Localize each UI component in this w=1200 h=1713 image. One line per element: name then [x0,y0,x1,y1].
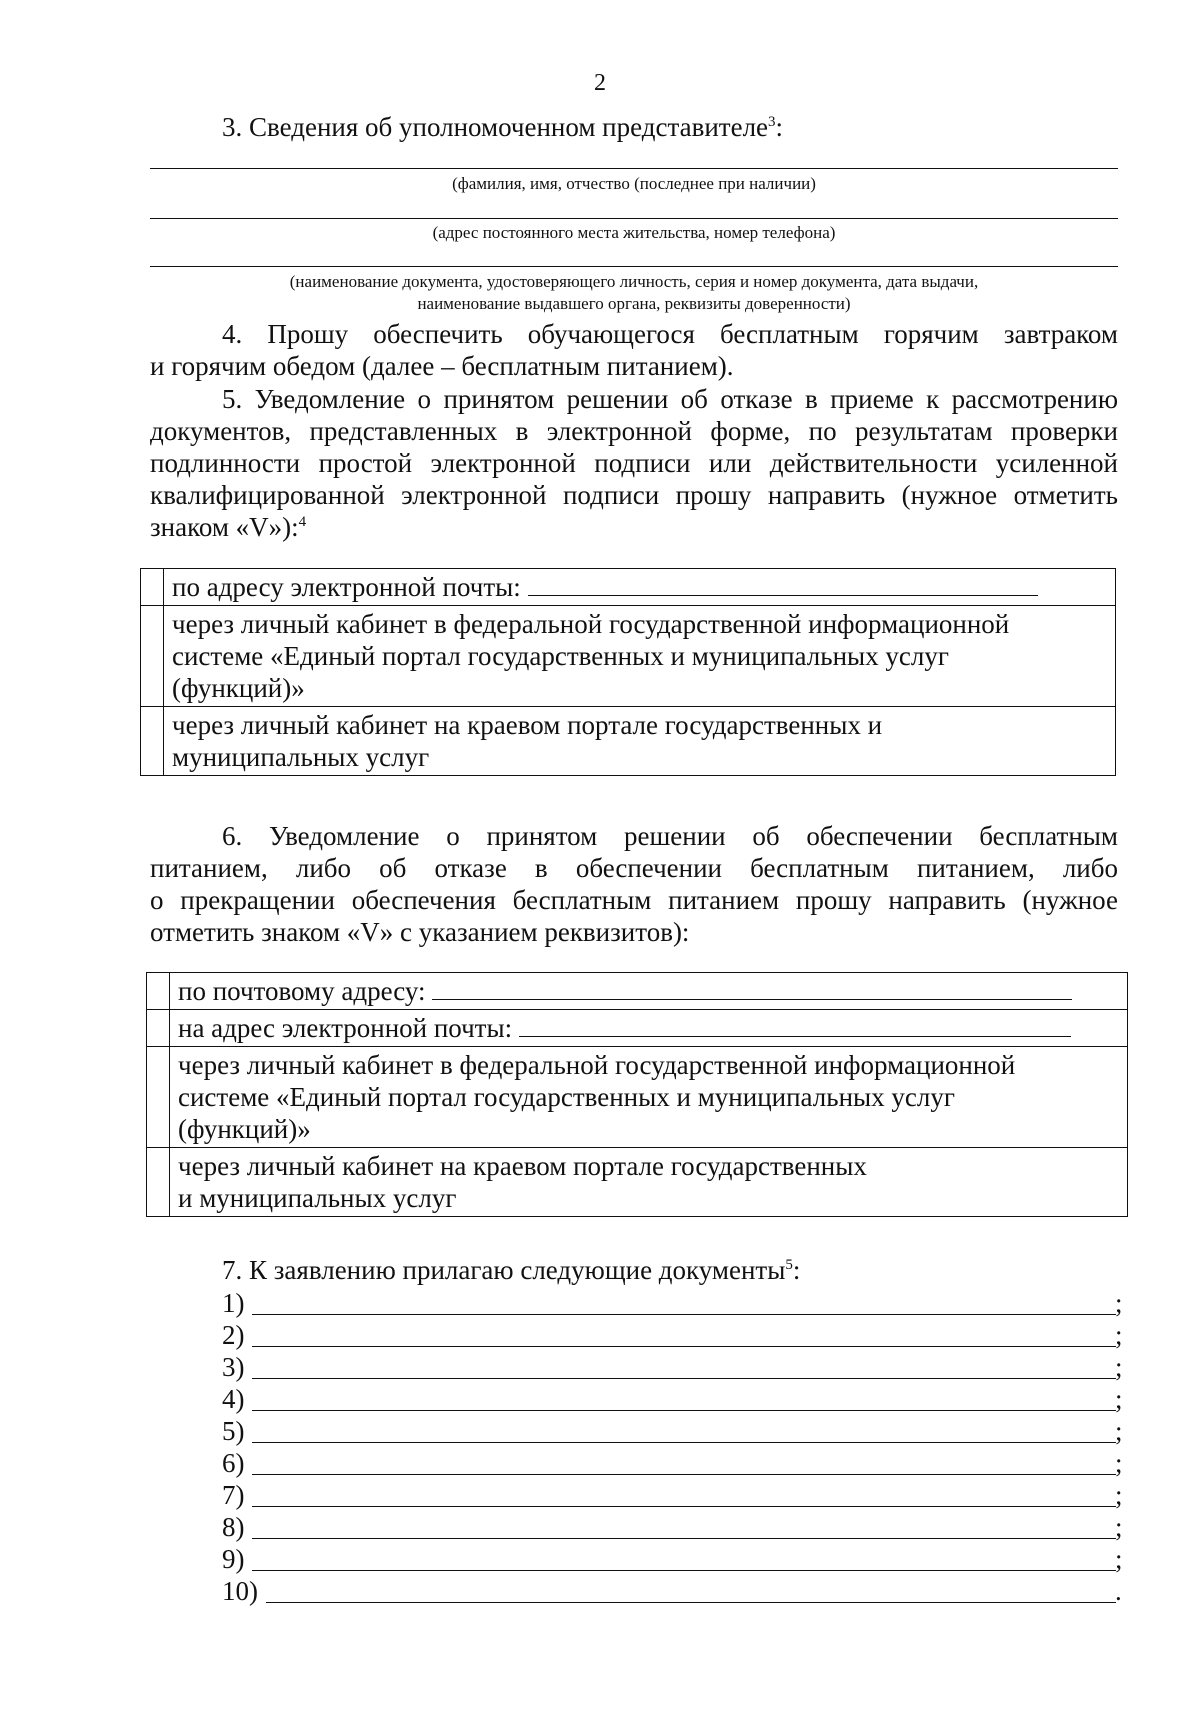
option-row-postal [147,973,1128,1010]
document-item-field[interactable] [252,1538,1116,1539]
option-row-email [141,569,1116,606]
section3-text: 3. Сведения об уполномоченном представителе [222,112,769,142]
document-item-field[interactable] [252,1378,1116,1379]
section5-line4: квалифицированной электронной подписи прошу направить (нужное отметить [150,480,1118,510]
section6-options-table [146,972,1128,1217]
option-regional6-line2: и муниципальных услуг [178,1183,457,1213]
option-gosuslugi6-line3: (функций)» [178,1114,311,1144]
option-checkbox-postal[interactable] [147,973,170,1010]
option-gosuslugi-cell [164,606,1116,707]
option-checkbox-email6[interactable] [147,1010,170,1047]
option-checkbox-gosuslugi6[interactable] [147,1047,170,1148]
document-item-end: ; [1115,1448,1123,1478]
section5-line1: 5. Уведомление о принятом решении об отказе в приеме к рассмотрению [222,384,1118,414]
section6-line2: питанием, либо об отказе в обеспечении бесплатным питанием, либо [150,853,1118,883]
section6-paragraph [150,820,1118,948]
section5-line2: документов, представленных в электронной форме, по результатам проверки [150,416,1118,446]
section6-line1: 6. Уведомление о принятом решении об обеспечении бесплатным [222,821,1118,851]
document-item-field[interactable] [252,1314,1116,1315]
document-item [222,1576,1122,1608]
option-row-gosuslugi [141,606,1116,707]
section4-line1: 4. Прошу обеспечить обучающегося бесплатным горячим завтраком [222,319,1118,349]
option-postal-cell [170,973,1128,1010]
caption-document [150,271,1118,315]
section4-paragraph [150,318,1118,382]
footnote-ref-3: 3 [768,114,776,130]
option-regional-line2: муниципальных услуг [172,742,430,772]
postal-address-field[interactable] [432,975,1072,1000]
document-item-number: 4) [222,1384,245,1414]
caption-name: (фамилия, имя, отчество (последнее при наличии) [452,174,816,193]
document-item-field[interactable] [252,1570,1116,1571]
document-item [222,1448,1122,1480]
document-item-end: ; [1115,1416,1123,1446]
section5-paragraph [150,383,1118,543]
option-checkbox-regional[interactable] [141,707,164,776]
email6-address-field[interactable] [519,1012,1071,1037]
document-item-number: 7) [222,1480,245,1510]
document-item-number: 9) [222,1544,245,1574]
document-item-end: ; [1115,1320,1123,1350]
document-item-number: 6) [222,1448,245,1478]
option-regional-line1: через личный кабинет на краевом портале государственных и [172,710,883,740]
page-number: 2 [594,70,606,96]
document-item-end: ; [1115,1544,1123,1574]
document-item-field[interactable] [252,1410,1116,1411]
document-item [222,1544,1122,1576]
option-regional6-cell [170,1148,1128,1217]
document-item-end: ; [1115,1288,1123,1318]
option-row-gosuslugi6 [147,1047,1128,1148]
section5-options-table [140,568,1116,776]
document-item [222,1512,1122,1544]
document-item-number: 2) [222,1320,245,1350]
footnote-ref-4: 4 [298,514,307,530]
document-item-number: 8) [222,1512,245,1542]
option-gosuslugi-line1: через личный кабинет в федеральной государственной информационной [172,609,1010,639]
caption-document-line1: (наименование документа, удостоверяющего личность, серия и номер документа, дата выдачи, [289,272,979,291]
document-item-end: ; [1115,1384,1123,1414]
document-item-end: ; [1115,1480,1123,1510]
option-row-regional [141,707,1116,776]
option-row-regional6 [147,1148,1128,1217]
document-item-field[interactable] [252,1442,1116,1443]
caption-address: (адрес постоянного места жительства, номер телефона) [432,223,836,242]
section6-line3: о прекращении обеспечения бесплатным питанием прошу направить (нужное [150,885,1118,915]
caption-document-line2: наименование выдавшего органа, реквизиты доверенности) [417,294,851,313]
document-item [222,1288,1122,1320]
document-item-number: 1) [222,1288,245,1318]
document-item-number: 10) [222,1576,258,1606]
section3-heading [222,112,783,143]
document-item-field[interactable] [252,1346,1116,1347]
representative-document-line[interactable] [150,266,1118,267]
document-item [222,1416,1122,1448]
document-item-field[interactable] [252,1474,1116,1475]
option-email6-cell [170,1010,1128,1047]
representative-address-line[interactable] [150,218,1118,219]
section5-line5: знаком «V»): [150,512,299,542]
section7-text: 7. К заявлению прилагаю следующие документы [222,1255,786,1285]
document-item [222,1352,1122,1384]
section5-line3: подлинности простой электронной подписи или действительности усиленной [150,448,1118,478]
document-item [222,1320,1122,1352]
section6-line4: отметить знаком «V» с указанием реквизитов): [150,917,690,947]
representative-name-line[interactable] [150,168,1118,169]
section7-heading [222,1255,800,1286]
option-email-cell [164,569,1116,606]
option-gosuslugi6-line2: системе «Единый портал государственных и муниципальных услуг [178,1082,955,1112]
option-checkbox-regional6[interactable] [147,1148,170,1217]
option-checkbox-gosuslugi[interactable] [141,606,164,707]
section3-colon: : [775,112,784,142]
option-checkbox-email[interactable] [141,569,164,606]
document-item-end: ; [1115,1512,1123,1542]
option-regional6-line1: через личный кабинет на краевом портале государственных [178,1151,867,1181]
document-item-number: 3) [222,1352,245,1382]
document-item-number: 5) [222,1416,245,1446]
section4-line2: и горячим обедом (далее – бесплатным питанием). [150,351,734,381]
option-gosuslugi6-cell [170,1047,1128,1148]
email-address-field[interactable] [528,571,1038,596]
document-item-end: ; [1115,1352,1123,1382]
option-postal-label: по почтовому адресу: [178,976,426,1006]
option-email-label: по адресу электронной почты: [172,572,521,602]
document-item-field[interactable] [266,1602,1116,1603]
footnote-ref-5: 5 [785,1257,793,1273]
option-gosuslugi-line2: системе «Единый портал государственных и муниципальных услуг [172,641,949,671]
option-gosuslugi-line3: (функций)» [172,673,305,703]
option-gosuslugi6-line1: через личный кабинет в федеральной государственной информационной [178,1050,1016,1080]
option-row-email6 [147,1010,1128,1047]
document-item-end: . [1115,1576,1122,1606]
document-item [222,1480,1122,1512]
option-email6-label: на адрес электронной почты: [178,1013,513,1043]
section7-colon: : [792,1255,801,1285]
option-regional-cell [164,707,1116,776]
document-item-field[interactable] [252,1506,1116,1507]
document-item [222,1384,1122,1416]
